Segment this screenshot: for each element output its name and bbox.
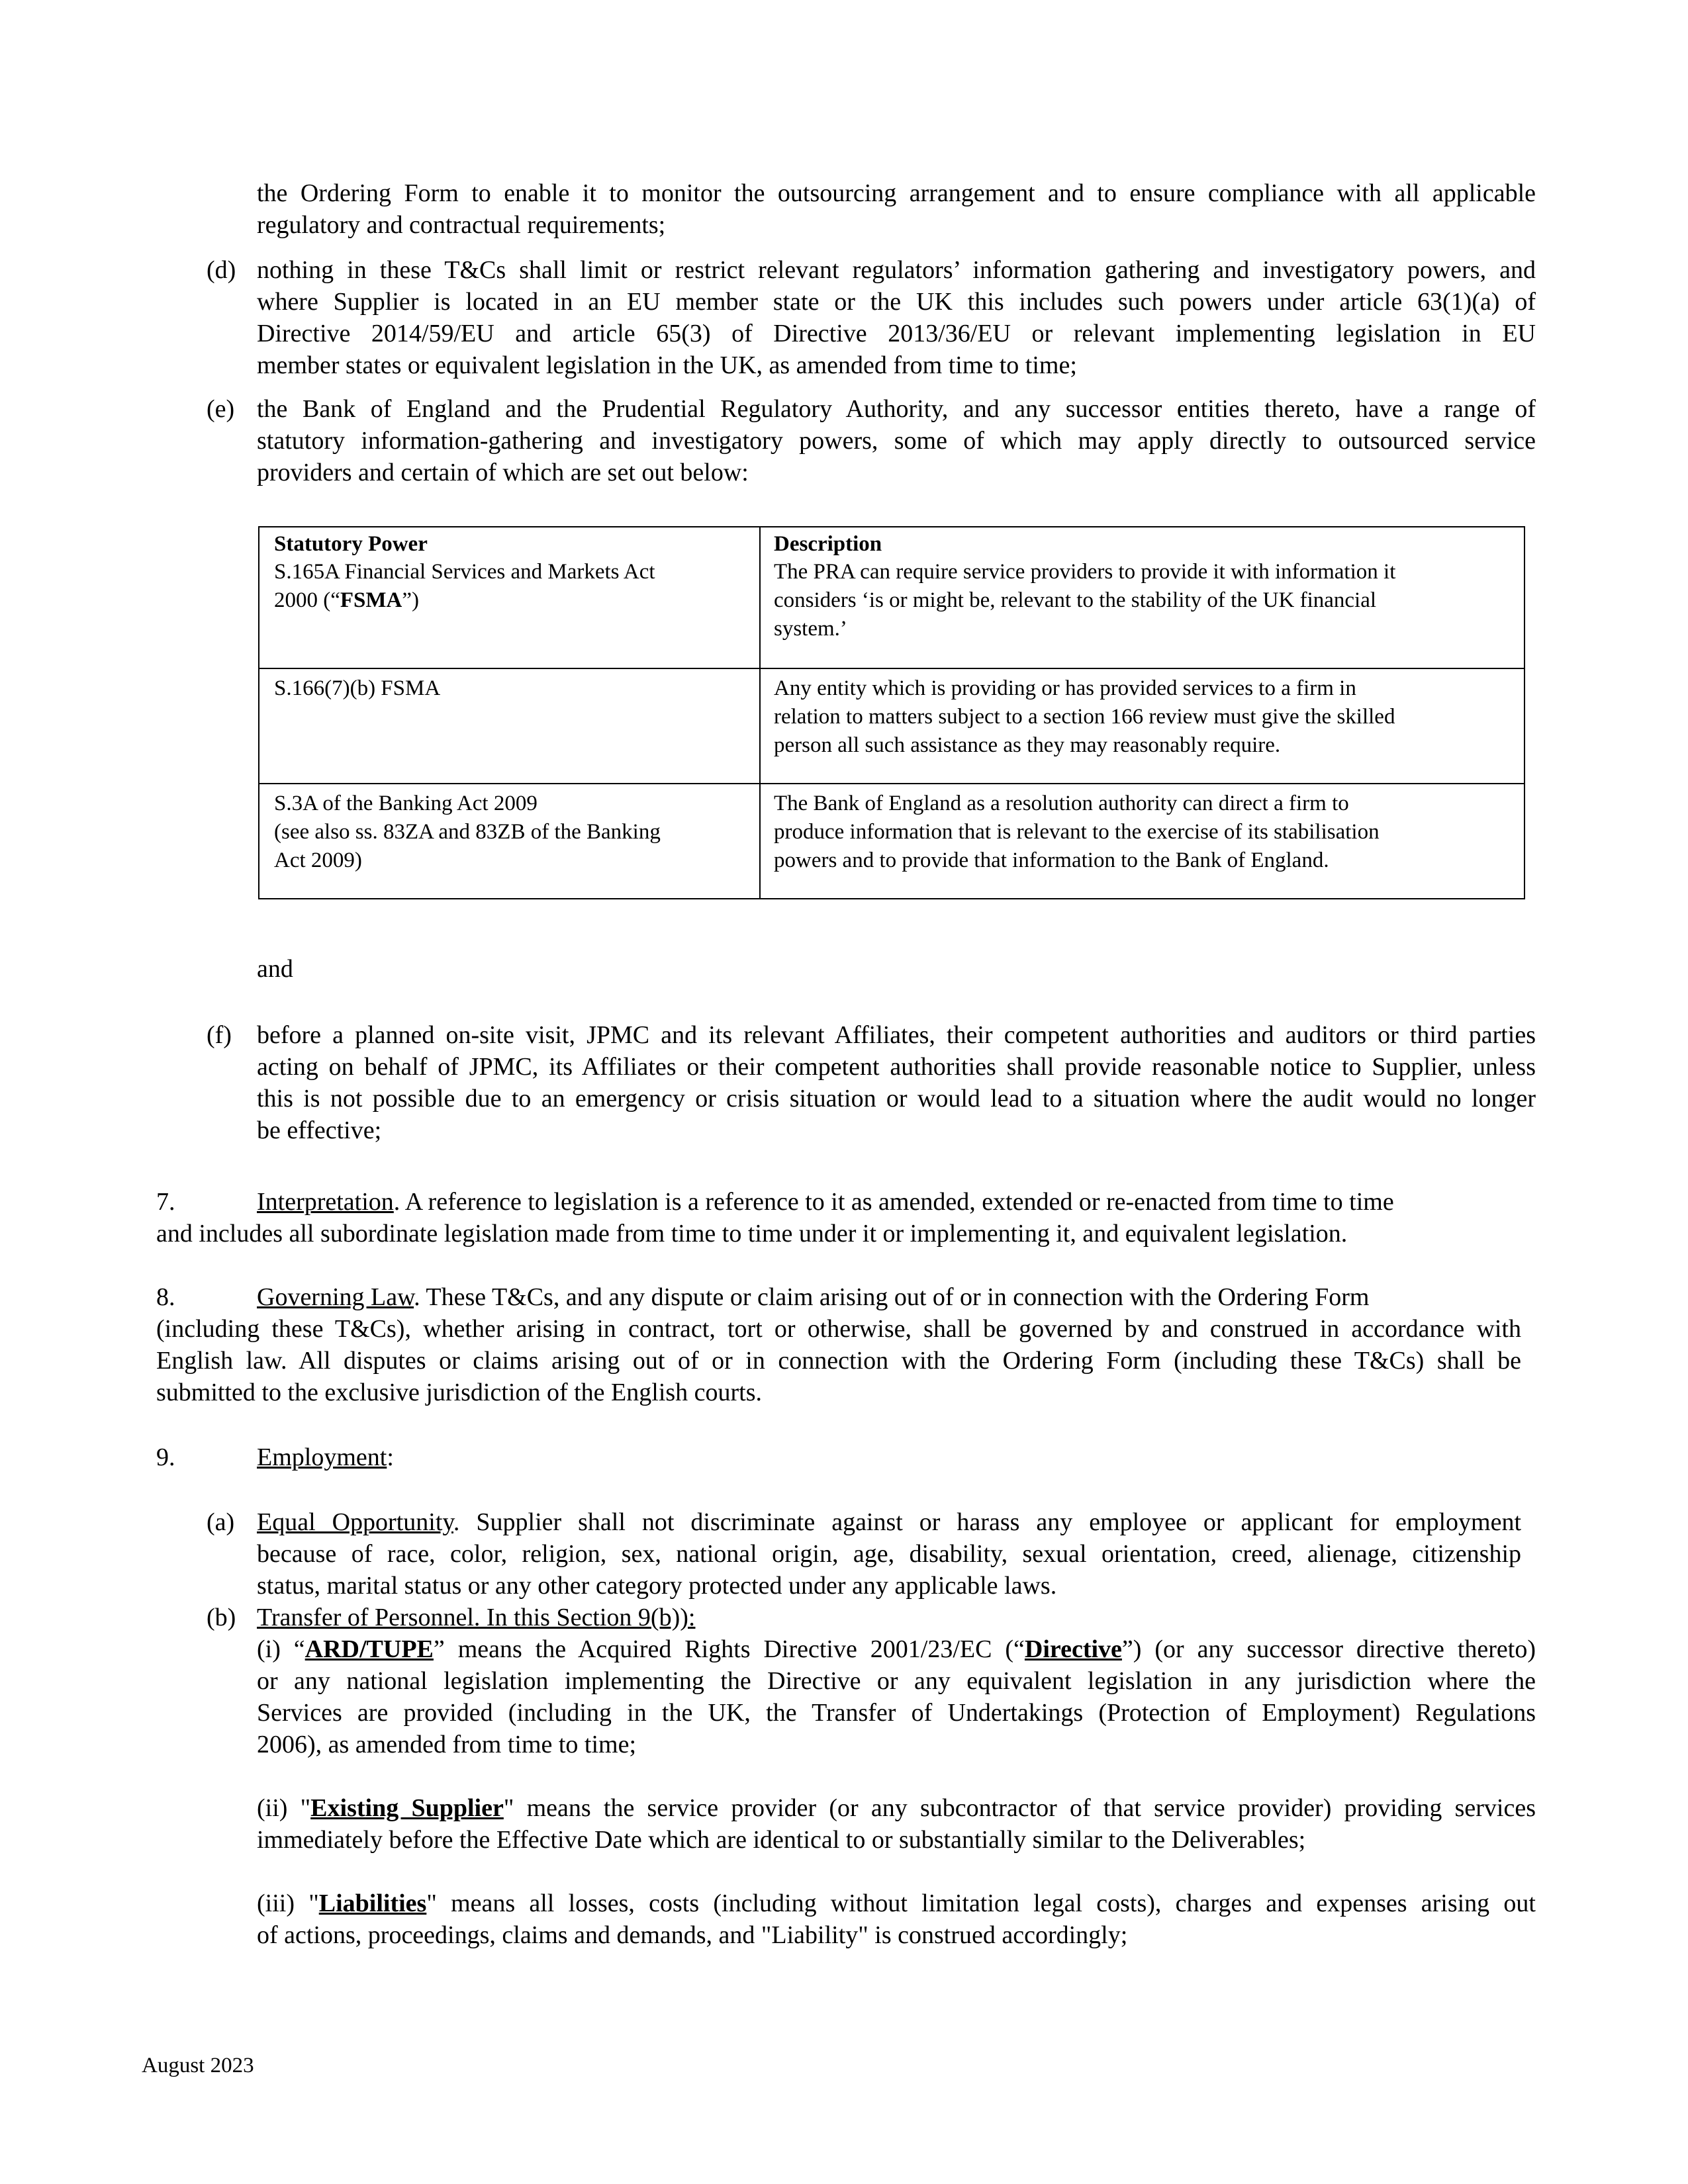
cell-line: considers ‘is or might be, relevant to the stability of the UK financial xyxy=(774,588,1377,612)
and-text: and xyxy=(257,955,293,983)
item-marker: (d) xyxy=(207,256,236,284)
text-line: be effective; xyxy=(257,1116,382,1144)
text-line: 2006), as amended from time to time; xyxy=(257,1731,637,1758)
text-line: English law. All disputes or claims arising out of or in connection with the Ordering Form (including these T&Cs) shall be xyxy=(156,1347,1521,1375)
item-d-paragraph xyxy=(257,254,1536,381)
text-line xyxy=(257,1888,1536,1919)
def-text: ”) (or any successor directive thereto) xyxy=(1121,1635,1536,1663)
intro-paragraph xyxy=(257,177,1536,241)
item-e-paragraph xyxy=(257,393,1536,488)
cell-line: relation to matters subject to a section 166 review must give the skilled xyxy=(774,705,1395,729)
def-text: ” means the Acquired Rights Directive 2001/23/EC (“ xyxy=(433,1635,1025,1663)
cell-text: ”) xyxy=(402,588,420,612)
section-7-line2: and includes all subordinate legislation made from time to time under it or implementing it, and equivalent legislation. xyxy=(156,1220,1348,1248)
text-line: of actions, proceedings, claims and demands, and "Liability" is construed accordingly; xyxy=(257,1921,1128,1949)
statutory-powers-table xyxy=(258,526,1525,899)
section-number: 7. xyxy=(156,1188,175,1216)
defined-term: Liabilities xyxy=(318,1889,427,1917)
def-text: (i) “ xyxy=(257,1635,305,1663)
text-line: before a planned on-site visit, JPMC and its relevant Affiliates, their competent authorities and auditors or third parties xyxy=(257,1021,1536,1049)
cell-text: 2000 (“ xyxy=(274,588,340,612)
cell-line: system.’ xyxy=(774,617,847,641)
text-line: regulatory and contractual requirements; xyxy=(257,211,666,239)
table-header-power: Statutory Power xyxy=(274,532,428,556)
defined-term: Existing Supplier xyxy=(310,1794,504,1822)
text-line: because of race, color, religion, sex, national origin, age, disability, sexual orientation, creed, alienage, citizenship xyxy=(257,1540,1521,1568)
item-f-paragraph xyxy=(257,1019,1536,1146)
section-heading: Governing Law xyxy=(257,1283,414,1311)
section-9-heading-line xyxy=(257,1441,394,1473)
item-heading: Transfer of Personnel. In this Section 9(b)): xyxy=(257,1604,696,1631)
text-line: Directive 2014/59/EU and article 65(3) of Directive 2013/36/EU or relevant implementing legislation in EU xyxy=(257,320,1536,347)
text-line: member states or equivalent legislation in the UK, as amended from time to time; xyxy=(257,351,1077,379)
section-text: . These T&Cs, and any dispute or claim arising out of or in connection with the Ordering Form xyxy=(414,1283,1370,1311)
definition-ard-tupe xyxy=(257,1633,1536,1760)
table-cell-power xyxy=(274,674,751,703)
footer-date: August 2023 xyxy=(142,2054,254,2077)
section-8-paragraph xyxy=(156,1313,1521,1408)
section-text: : xyxy=(387,1443,394,1471)
cell-line: (see also ss. 83ZA and 83ZB of the Banking xyxy=(274,820,661,844)
section-7-line1 xyxy=(257,1186,1521,1218)
table-cell-description xyxy=(774,674,1515,760)
item-marker: (e) xyxy=(207,395,235,423)
table-header-description: Description xyxy=(774,532,882,556)
cell-line: powers and to provide that information to the Bank of England. xyxy=(774,848,1329,872)
item-marker: (f) xyxy=(207,1021,232,1049)
row-divider xyxy=(259,783,1524,784)
table-cell-power xyxy=(274,558,751,615)
section-8-line1 xyxy=(257,1281,1521,1313)
cell-line: Any entity which is providing or has provided services to a firm in xyxy=(774,676,1356,700)
text-line: providers and certain of which are set out below: xyxy=(257,459,749,486)
text-line: Services are provided (including in the UK, the Transfer of Undertakings (Protection of Employment) Regulations xyxy=(257,1699,1536,1727)
table-cell-description xyxy=(774,790,1515,875)
cell-line: produce information that is relevant to the exercise of its stabilisation xyxy=(774,820,1380,844)
cell-line: The Bank of England as a resolution authority can direct a firm to xyxy=(774,792,1349,815)
text-line: acting on behalf of JPMC, its Affiliates or their competent authorities shall provide reasonable notice to Supplier, unless xyxy=(257,1053,1536,1081)
text-line xyxy=(257,1792,1536,1824)
item-heading: Equal Opportunity xyxy=(257,1508,453,1536)
def-text: (ii) " xyxy=(257,1794,311,1822)
section-heading: Interpretation xyxy=(257,1188,394,1216)
cell-line: Act 2009) xyxy=(274,848,362,872)
text-line: the Bank of England and the Prudential Regulatory Authority, and any successor entities thereto, have a range of xyxy=(257,395,1536,423)
text-line: nothing in these T&Cs shall limit or restrict relevant regulators’ information gathering and investigatory powers, and xyxy=(257,256,1536,284)
cell-line: S.165A Financial Services and Markets Act xyxy=(274,560,655,584)
text-line: (including these T&Cs), whether arising in contract, tort or otherwise, shall be governed by and construed in accordance with xyxy=(156,1315,1521,1343)
row-divider xyxy=(259,668,1524,669)
item-text: . Supplier shall not discriminate against or harass any employee or applicant for employment xyxy=(453,1508,1522,1536)
definition-existing-supplier xyxy=(257,1792,1536,1856)
def-text: (iii) " xyxy=(257,1889,319,1917)
text-line: statutory information-gathering and investigatory powers, some of which may apply directly to outsourced service xyxy=(257,427,1536,455)
text-line xyxy=(257,1633,1536,1665)
text-line: status, marital status or any other category protected under any applicable laws. xyxy=(257,1572,1057,1600)
text-line: submitted to the exclusive jurisdiction of the English courts. xyxy=(156,1379,763,1406)
section-text: . A reference to legislation is a reference to it as amended, extended or re-enacted from time to time xyxy=(393,1188,1394,1216)
item-a-paragraph xyxy=(257,1506,1521,1602)
text-line: immediately before the Effective Date which are identical to or substantially similar to the Deliverables; xyxy=(257,1826,1306,1854)
text-line: where Supplier is located in an EU member state or the UK this includes such powers under article 63(1)(a) of xyxy=(257,288,1536,316)
text-line: or any national legislation implementing the Directive or any equivalent legislation in any jurisdiction where the xyxy=(257,1667,1536,1695)
defined-term: Directive xyxy=(1024,1635,1122,1663)
item-b-heading xyxy=(257,1602,1536,1633)
section-heading: Employment xyxy=(257,1443,387,1471)
item-marker: (a) xyxy=(207,1508,235,1536)
defined-term: FSMA xyxy=(340,588,402,612)
def-text: " means all losses, costs (including without limitation legal costs), charges and expenses arising out xyxy=(426,1889,1536,1917)
table-cell-power xyxy=(274,790,751,875)
section-number: 9. xyxy=(156,1443,175,1471)
cell-line: The PRA can require service providers to provide it with information it xyxy=(774,560,1396,584)
cell-line: person all such assistance as they may reasonably require. xyxy=(774,733,1281,757)
cell-line: S.3A of the Banking Act 2009 xyxy=(274,792,538,815)
text-line: this is not possible due to an emergency or crisis situation or would lead to a situation where the audit would no longer xyxy=(257,1085,1536,1113)
text-line: the Ordering Form to enable it to monitor the outsourcing arrangement and to ensure compliance with all applicable xyxy=(257,179,1536,207)
text-line xyxy=(257,1506,1521,1538)
def-text: " means the service provider (or any subcontractor of that service provider) providing services xyxy=(503,1794,1536,1822)
section-number: 8. xyxy=(156,1283,175,1311)
defined-term: ARD/TUPE xyxy=(305,1635,434,1663)
cell-line: S.166(7)(b) FSMA xyxy=(274,676,441,700)
definition-liabilities xyxy=(257,1888,1536,1951)
item-marker: (b) xyxy=(207,1604,236,1631)
table-cell-description xyxy=(774,558,1515,643)
column-divider xyxy=(759,527,761,898)
